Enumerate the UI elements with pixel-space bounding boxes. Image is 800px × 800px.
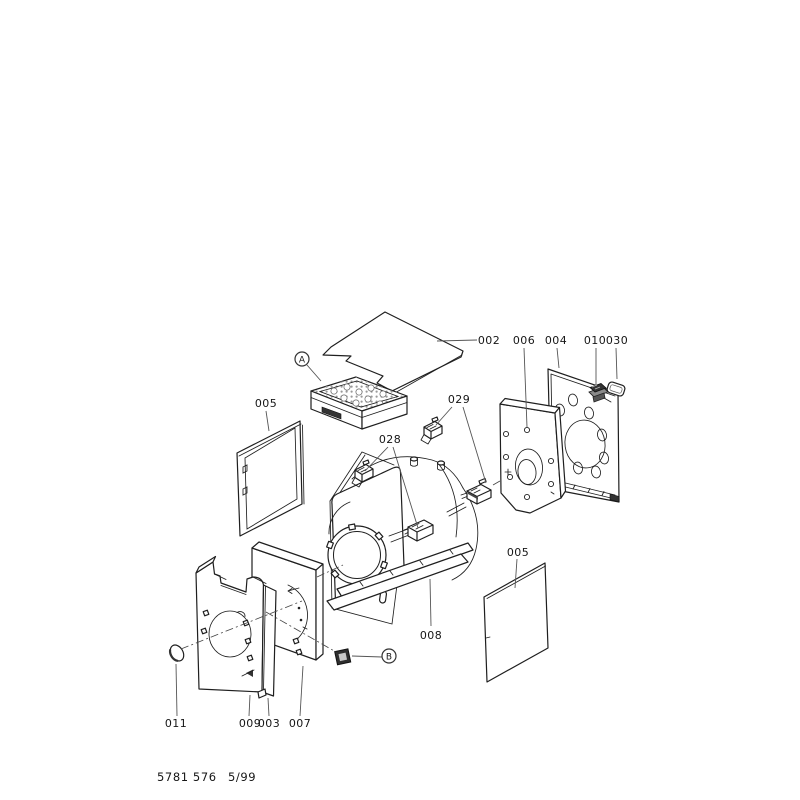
callout-009: 009 (238, 717, 262, 730)
part-005-left-panel (237, 421, 304, 536)
callout-005-left: 005 (254, 397, 278, 410)
part-029-connector-right (447, 479, 491, 517)
marker-b-label: B (385, 652, 393, 663)
callout-005-right: 005 (506, 546, 530, 559)
footer-edition: 5/99 (228, 770, 257, 784)
callout-010: 010 (583, 334, 607, 347)
part-005-right-panel (484, 563, 548, 682)
callout-011: 011 (164, 717, 188, 730)
callout-004: 004 (544, 334, 568, 347)
callout-007: 007 (288, 717, 312, 730)
callout-008: 008 (419, 629, 443, 642)
marker-a (295, 352, 309, 366)
callout-029: 029 (447, 393, 471, 406)
callout-028: 028 (378, 433, 402, 446)
part-029-clip-upper (421, 417, 442, 444)
footer (157, 770, 256, 784)
callout-006: 006 (512, 334, 536, 347)
part-011-plug (167, 643, 186, 664)
part-sight-glass (335, 649, 351, 665)
marker-b (382, 649, 396, 663)
part-006-insulation-plate (500, 399, 566, 514)
footer-drawing-number: 5781 576 (157, 770, 217, 784)
callout-003: 003 (257, 717, 281, 730)
marker-a-label: A (298, 355, 306, 366)
callout-002: 002 (477, 334, 501, 347)
callout-030: 030 (605, 334, 629, 347)
